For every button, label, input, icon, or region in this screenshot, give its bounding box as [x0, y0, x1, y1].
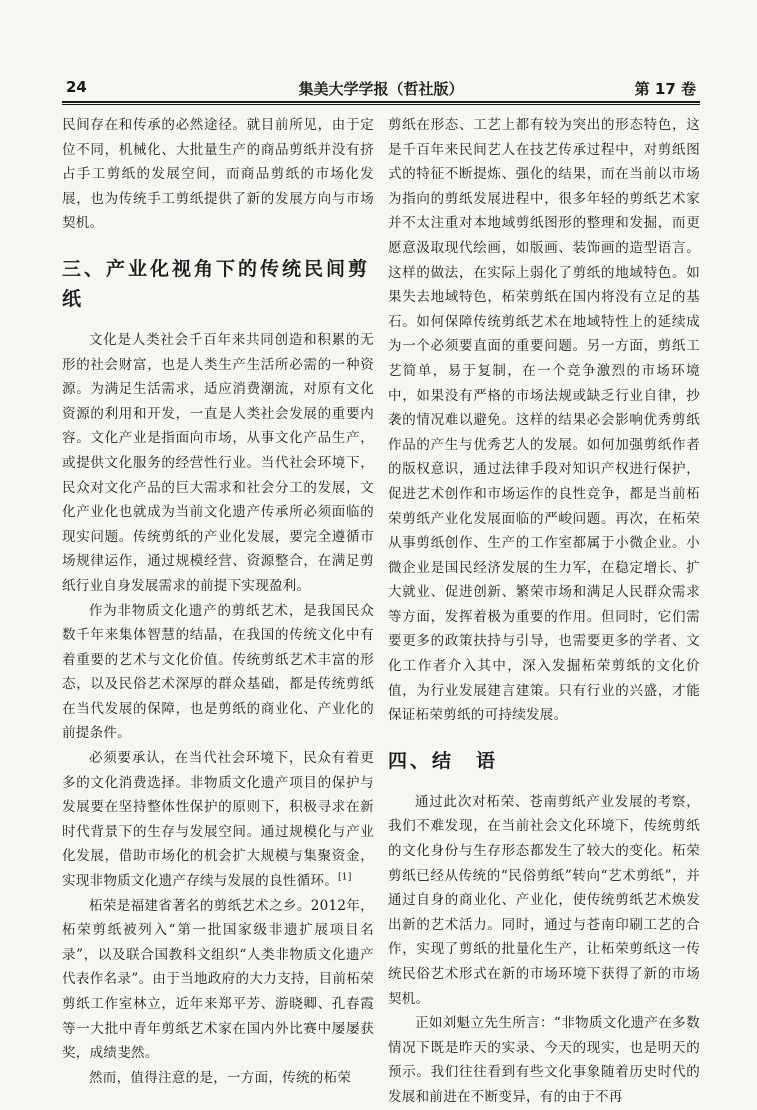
paragraph-continued: 剪纸在形态、工艺上都有较为突出的形态特色，这是千百年来民间艺人在技艺传承过程中，对剪纸图式的特征不断提炼、强化的结果，而在当前以市场为指向的剪纸发展进程中，很多年轻的剪纸艺术家并不太注重对本地域剪纸图形的整理和发掘，而更愿意汲取现代绘画，如版画、装饰画的造型语言。这样的做法，在实际上弱化了剪纸的地域特色。如果失去地域特色，柘荣剪纸在国内将没有立足的基石。如何保障传统剪纸艺术在地域特性上的延续成为一个必须要直面的重要问题。另一方面，剪纸工艺简单，易于复制，在一个竞争激烈的市场环境中，如果没有严格的市场法规或缺乏行业自律，抄袭的情况难以避免。这样的结果必会影响优秀剪纸作品的产生与优秀艺人的发展。如何加强剪纸作者的版权意识，通过法律手段对知识产权进行保护，促进艺术创作和市场运作的良性竞争，都是当前柘荣剪纸产业化发展面临的严峻问题。再次，在柘荣从事剪纸创作、生产的工作室都属于小微企业。小微企业是国民经济发展的生力军，在稳定增长、扩大就业、促进创新、繁荣市场和满足人民群众需求等方面，发挥着极为重要的作用。但同时，它们需要更多的政策扶持与引导，也需要更多的学者、文化工作者介入其中，深入发掘柘荣剪纸的文化价值，为行业发展建言建策。只有行业的兴盛，才能保证柘荣剪纸的可持续发展。 [388, 117, 700, 724]
header-rule-thin [62, 104, 700, 105]
header-rule [62, 101, 700, 103]
section-3-heading: 三、产业化视角下的传统民间剪纸 [62, 257, 371, 310]
paragraph [62, 746, 374, 894]
paragraph: 通过此次对柘荣、苍南剪纸产业发展的考察，我们不难发现，在当前社会文化环境下，传统剪纸的文化身份与生存形态都发生了较大的变化。柘荣剪纸已经从传统的“民俗剪纸”转向“艺术剪纸”，并通过自身的商业化、产业化，使传统剪纸艺术焕发出新的艺术活力。同时，通过与苍南印刷工艺的合作，实现了剪纸的批量化生产，让柘荣剪纸这一传统民俗艺术形式在新的市场环境下获得了新的市场契机。 [388, 793, 700, 1007]
page-number: 24 [66, 78, 87, 96]
paragraph: 作为非物质文化遗产的剪纸艺术，是我国民众数千年来集体智慧的结晶，在我国的传统文化中有着重要的艺术与文化价值。传统剪纸艺术丰富的形态，以及民俗艺术深厚的群众基础，都是传统剪纸在当代发展的保障，也是剪纸的商业化、产业化的前提条件。 [62, 602, 374, 742]
paragraph: 正如刘魁立先生所言：“非物质文化遗产在多数情况下既是昨天的实录、今天的现实，也是明天的预示。我们往往看到有些文化事象随着历史时代的发展和前进在不断变异，有的由于不再 [388, 1015, 700, 1105]
section-4-heading: 四、结 语 [388, 749, 499, 772]
left-column [62, 113, 374, 1086]
paragraph-text: 必须要承认，在当代社会环境下，民众有着更多的文化消费选择。非物质文化遗产项目的保护与发展要在坚持整体性保护的原则下，积极寻求在新时代背景下的生存与发展空间。通过规模化与产业化发展，借助市场化的机会扩大规模与集聚资金，实现非物质文化遗产存续与发展的良性循环。 [62, 750, 374, 890]
running-header [62, 78, 700, 100]
volume-label: 第 17 卷 [634, 80, 696, 98]
citation-ref: [1] [338, 872, 352, 883]
right-column [388, 113, 700, 1105]
paragraph: 文化是人类社会千百年来共同创造和积累的无形的社会财富，也是人类生产生活所必需的一种资源。为满足生活需求，适应消费潮流，对原有文化资源的利用和开发，一直是人类社会发展的重要内容。文化产业是指面向市场，从事文化产品生产，或提供文化服务的经营性行业。当代社会环境下，民众对文化产品的巨大需求和社会分工的发展，文化产业化也就成为当前文化遗产传承所必须面临的现实问题。传统剪纸的产业化发展，要完全遵循市场规律运作，通过规模经营、资源整合，在满足剪纸行业自身发展需求的前提下实现盈利。 [62, 331, 374, 594]
paragraph: 柘荣是福建省著名的剪纸艺术之乡。2012年，柘荣剪纸被列入“第一批国家级非遗扩展项目名录”，以及联合国教科文组织“人类非物质文化遗产代表作名录”。由于当地政府的大力支持，目前柘荣剪纸工作室林立，近年来郑平芳、游晓卿、孔春霞等一大批中青年剪纸艺术家在国内外比赛中屡屡获奖，成绩斐然。 [62, 897, 374, 1062]
paragraph: 然而，值得注意的是，一方面，传统的柘荣 [89, 1069, 352, 1086]
journal-name: 集美大学学报（哲社版） [298, 80, 464, 98]
paragraph-intro: 民间存在和传承的必然途径。就目前所见，由于定位不同，机械化、大批量生产的商品剪纸并没有挤占手工剪纸的发展空间，而商品剪纸的市场化发展，也为传统手工剪纸提供了新的发展方向与市场契机。 [62, 117, 374, 232]
